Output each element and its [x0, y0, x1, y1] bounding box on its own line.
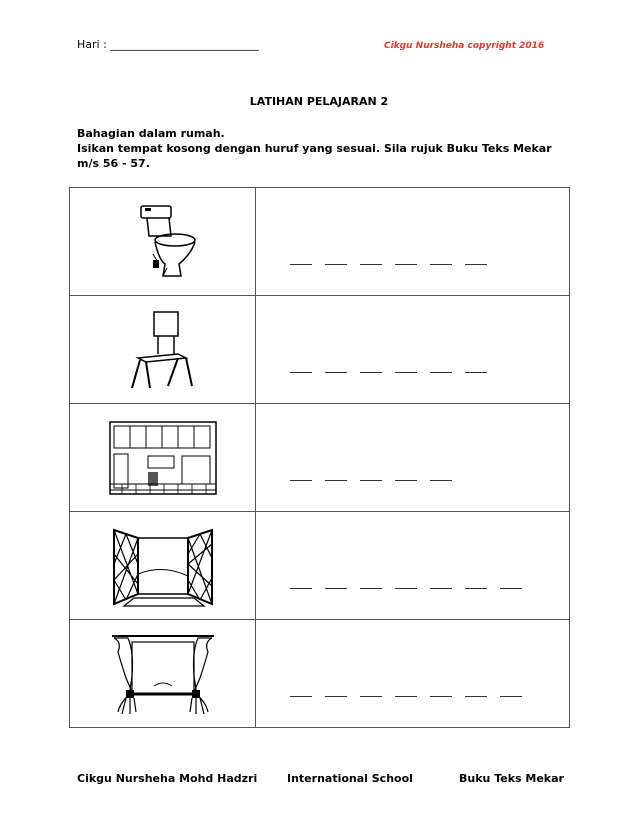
page-title: LATIHAN PELAJARAN 2	[249, 95, 389, 108]
window-icon	[108, 524, 218, 608]
table-row	[70, 188, 570, 296]
letter-blank[interactable]	[290, 372, 312, 373]
picture-cell	[70, 620, 256, 728]
letter-blank[interactable]	[325, 480, 347, 481]
letter-blank[interactable]	[395, 372, 417, 373]
instructions	[77, 126, 577, 171]
letter-blanks[interactable]	[290, 470, 465, 489]
table-row	[70, 620, 570, 728]
letter-blank[interactable]	[325, 696, 347, 697]
letter-blank[interactable]	[430, 696, 452, 697]
letter-blank[interactable]	[395, 480, 417, 481]
kitchen-cabinet-icon	[108, 420, 218, 496]
letter-blank[interactable]	[395, 696, 417, 697]
picture-cell	[70, 512, 256, 620]
picture-cell	[70, 296, 256, 404]
copyright-text: Cikgu Nursheha copyright 2016	[384, 41, 545, 51]
table-row	[70, 296, 570, 404]
table-row	[70, 404, 570, 512]
answer-cell[interactable]	[256, 512, 570, 620]
answer-cell[interactable]	[256, 620, 570, 728]
letter-blank[interactable]	[465, 696, 487, 697]
letter-blanks[interactable]	[290, 686, 535, 705]
footer-school: International School	[287, 772, 413, 785]
worksheet-table	[69, 187, 570, 728]
answer-cell[interactable]	[256, 296, 570, 404]
curtain-icon	[108, 632, 218, 716]
hari-label: Hari : ___________________________	[77, 38, 259, 51]
chair-icon	[128, 310, 198, 390]
footer-author: Cikgu Nursheha Mohd Hadzri	[77, 772, 258, 785]
picture-cell	[70, 188, 256, 296]
letter-blank[interactable]	[325, 264, 347, 265]
letter-blank[interactable]	[290, 264, 312, 265]
letter-blank[interactable]	[500, 696, 522, 697]
letter-blank[interactable]	[290, 480, 312, 481]
letter-blank[interactable]	[430, 480, 452, 481]
letter-blank[interactable]	[325, 372, 347, 373]
letter-blank[interactable]	[360, 480, 382, 481]
letter-blank[interactable]	[325, 588, 347, 589]
letter-blanks[interactable]	[290, 578, 535, 597]
table-row	[70, 512, 570, 620]
footer-book: Buku Teks Mekar	[459, 772, 564, 785]
letter-blank[interactable]	[290, 696, 312, 697]
letter-blank[interactable]	[360, 588, 382, 589]
letter-blank[interactable]	[465, 372, 487, 373]
letter-blank[interactable]	[430, 372, 452, 373]
letter-blank[interactable]	[360, 372, 382, 373]
letter-blank[interactable]	[430, 588, 452, 589]
answer-cell[interactable]	[256, 188, 570, 296]
letter-blank[interactable]	[395, 588, 417, 589]
letter-blank[interactable]	[395, 264, 417, 265]
toilet-icon	[123, 202, 203, 282]
letter-blank[interactable]	[465, 264, 487, 265]
letter-blank[interactable]	[465, 588, 487, 589]
answer-cell[interactable]	[256, 404, 570, 512]
letter-blank[interactable]	[360, 696, 382, 697]
letter-blank[interactable]	[430, 264, 452, 265]
instruction-line-2: Isikan tempat kosong dengan huruf yang sesuai. Sila rujuk Buku Teks Mekar m/s 56 - 57.	[77, 142, 552, 170]
letter-blanks[interactable]	[290, 362, 500, 381]
picture-cell	[70, 404, 256, 512]
letter-blank[interactable]	[290, 588, 312, 589]
letter-blanks[interactable]	[290, 254, 500, 273]
letter-blank[interactable]	[500, 588, 522, 589]
letter-blank[interactable]	[360, 264, 382, 265]
instruction-line-1: Bahagian dalam rumah.	[77, 127, 225, 140]
